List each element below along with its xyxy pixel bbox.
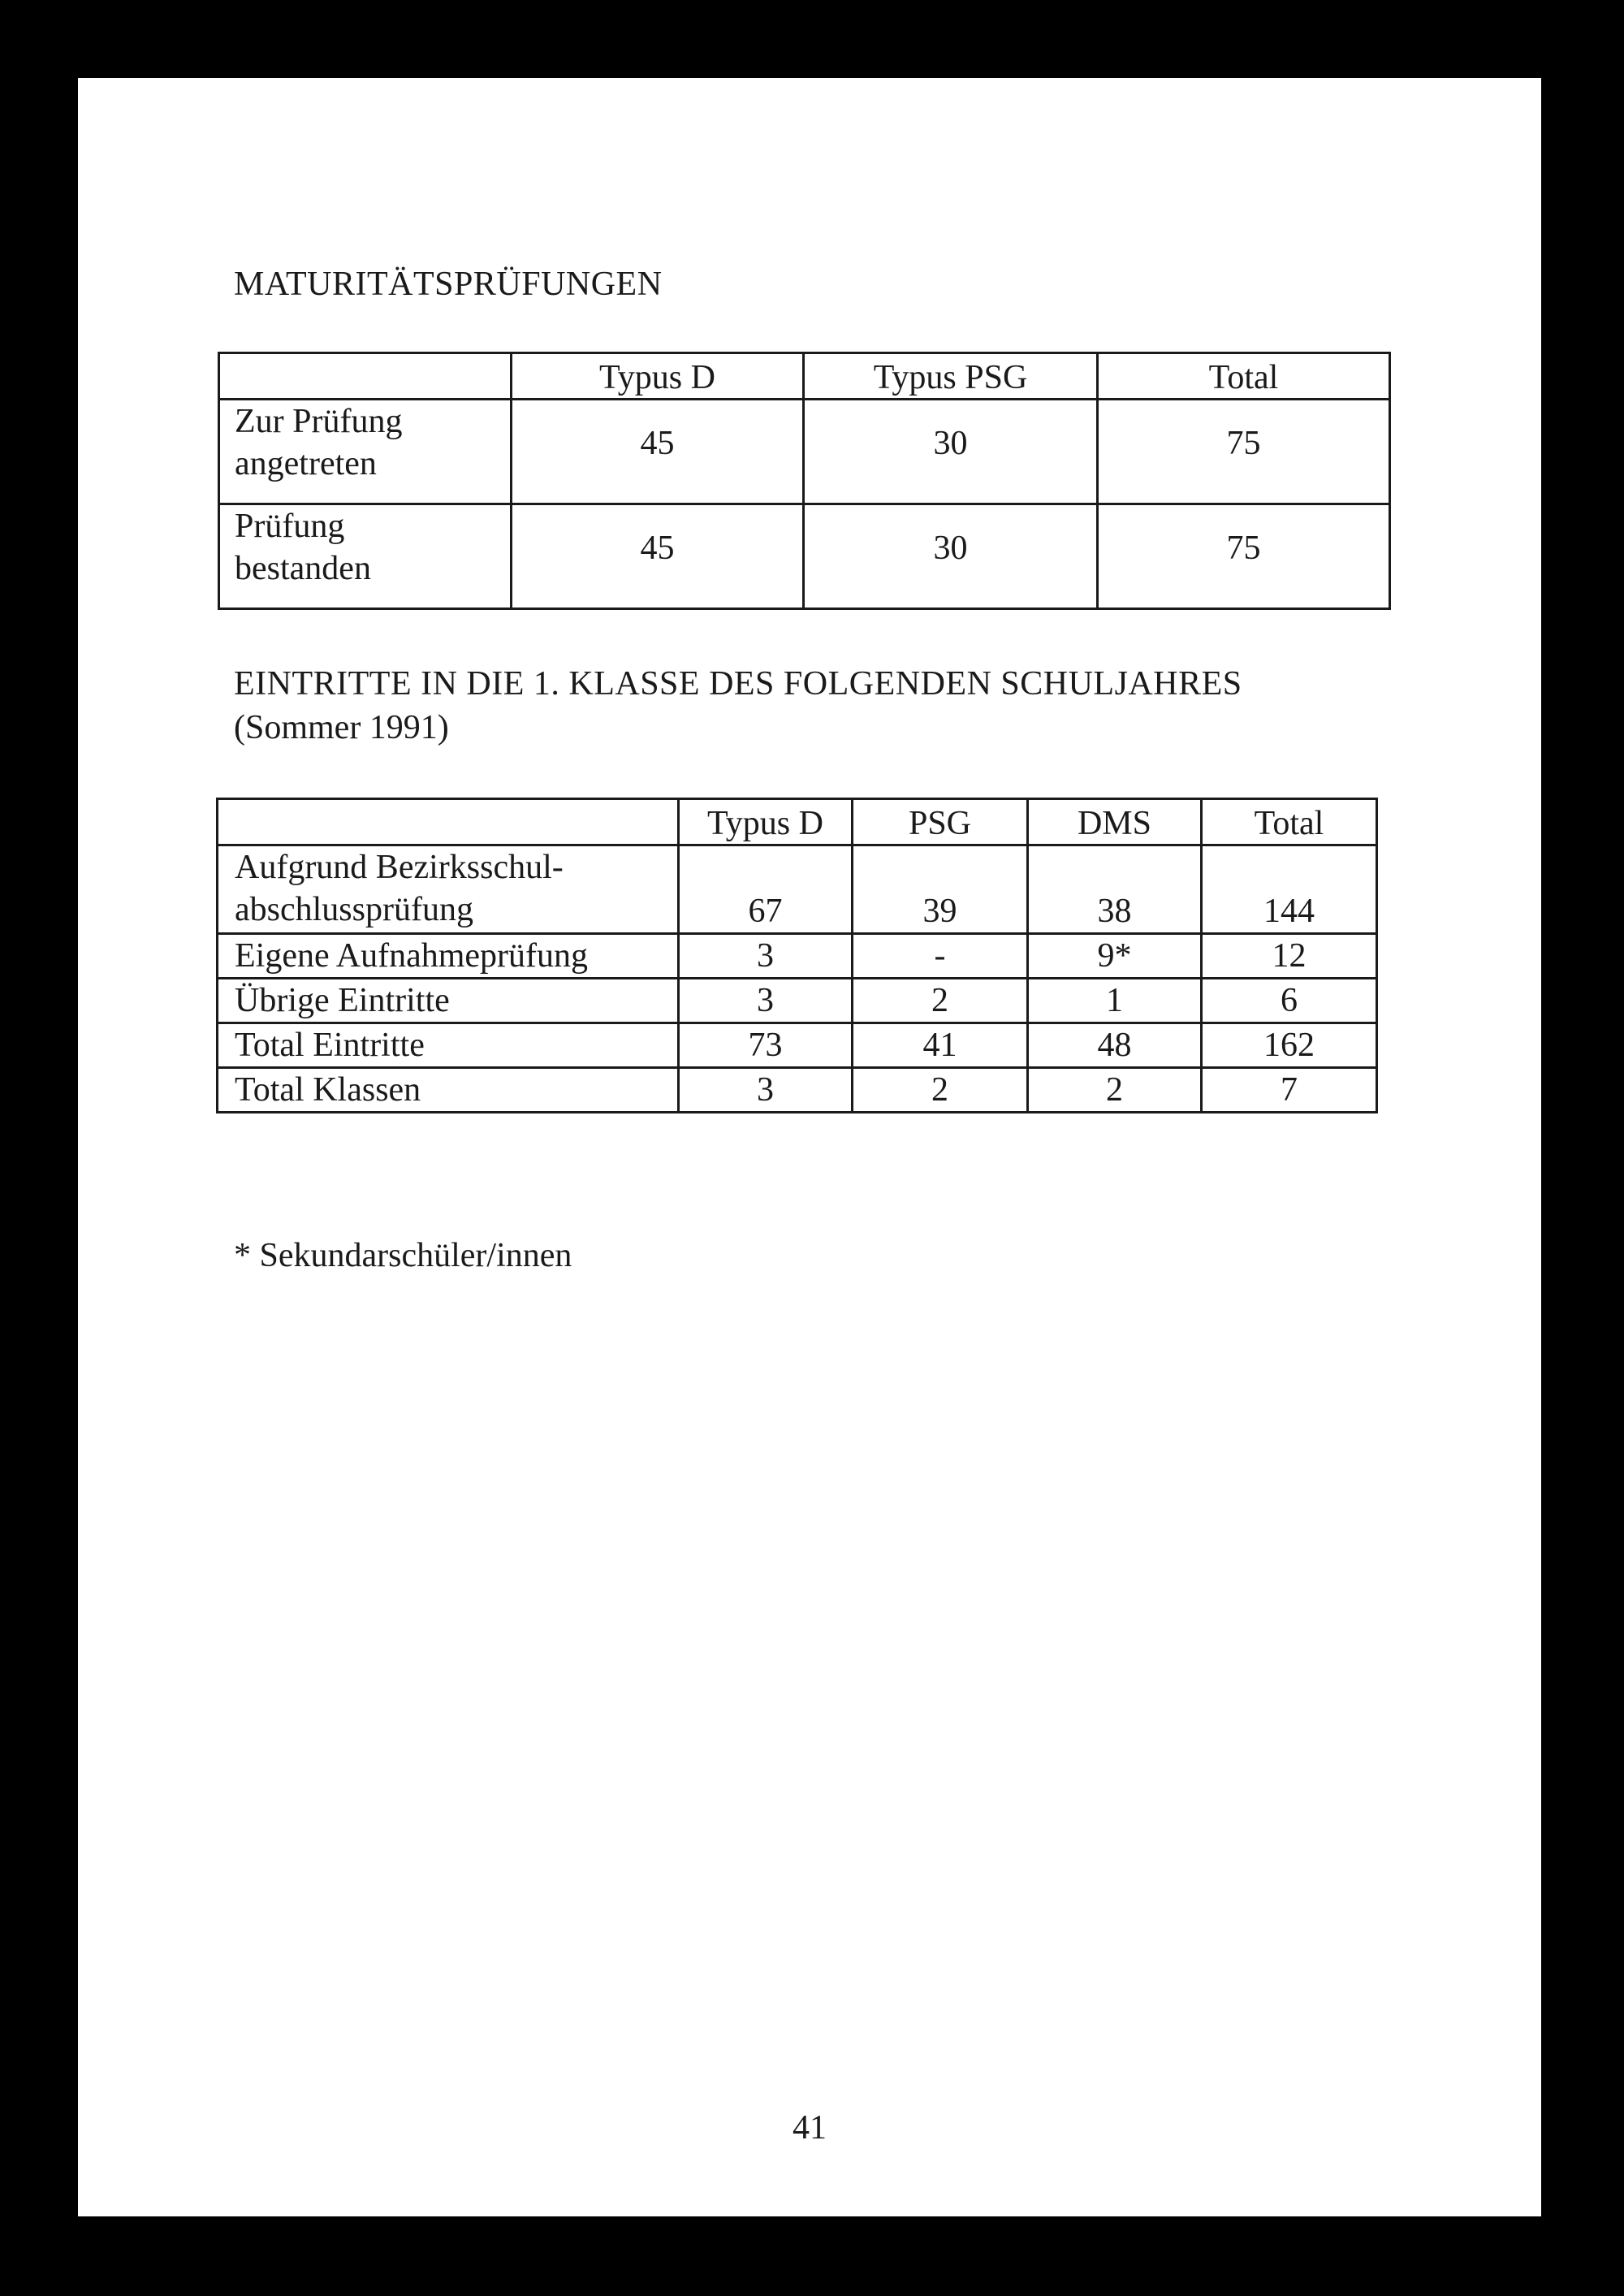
header-cell-empty: [219, 353, 512, 400]
value-cell: 38: [1028, 845, 1202, 934]
value-cell: 144: [1202, 845, 1377, 934]
section-title-eintritte: EINTRITTE IN DIE 1. KLASSE DES FOLGENDEN SCHULJAHRES: [234, 665, 1242, 703]
table-row: [219, 504, 1390, 609]
value-cell: 9*: [1028, 934, 1202, 979]
row-label: Zur Prüfung angetreten: [219, 400, 512, 504]
value-cell: 30: [804, 400, 1098, 504]
table-row: [218, 934, 1377, 979]
maturitaetspruefungen-table: [218, 352, 1391, 610]
footnote: * Sekundarschüler/innen: [234, 1237, 572, 1274]
header-cell-empty: [218, 799, 679, 845]
table-header-row: [219, 353, 1390, 400]
value-cell: 30: [804, 504, 1098, 609]
header-cell-psg: PSG: [853, 799, 1028, 845]
row-label: Total Eintritte: [218, 1023, 679, 1068]
value-cell: 39: [853, 845, 1028, 934]
value-cell: 75: [1098, 504, 1390, 609]
value-cell: -: [853, 934, 1028, 979]
table-row: [219, 400, 1390, 504]
value-cell: 12: [1202, 934, 1377, 979]
row-label: Aufgrund Bezirksschul- abschlussprüfung: [218, 845, 679, 934]
value-cell: 41: [853, 1023, 1028, 1068]
row-label: Total Klassen: [218, 1068, 679, 1113]
value-cell: 3: [679, 1068, 853, 1113]
value-cell: 3: [679, 979, 853, 1023]
value-cell: 2: [853, 1068, 1028, 1113]
header-cell-total: Total: [1202, 799, 1377, 845]
value-cell: 1: [1028, 979, 1202, 1023]
value-cell: 73: [679, 1023, 853, 1068]
value-cell: 7: [1202, 1068, 1377, 1113]
table-row: [218, 1023, 1377, 1068]
header-cell-typus-d: Typus D: [512, 353, 804, 400]
eintritte-table: [216, 798, 1378, 1113]
section-subtitle: (Sommer 1991): [234, 709, 449, 746]
header-cell-dms: DMS: [1028, 799, 1202, 845]
value-cell: 162: [1202, 1023, 1377, 1068]
value-cell: 45: [512, 400, 804, 504]
header-cell-typus-psg: Typus PSG: [804, 353, 1098, 400]
value-cell: 2: [853, 979, 1028, 1023]
table-row: [218, 1068, 1377, 1113]
value-cell: 3: [679, 934, 853, 979]
header-cell-total: Total: [1098, 353, 1390, 400]
table-row: [218, 845, 1377, 934]
value-cell: 67: [679, 845, 853, 934]
value-cell: 2: [1028, 1068, 1202, 1113]
value-cell: 6: [1202, 979, 1377, 1023]
row-label: Übrige Eintritte: [218, 979, 679, 1023]
row-label: Eigene Aufnahmeprüfung: [218, 934, 679, 979]
value-cell: 75: [1098, 400, 1390, 504]
page-number: 41: [793, 2109, 827, 2147]
section-title-maturitaetspruefungen: MATURITÄTSPRÜFUNGEN: [234, 266, 663, 303]
document-page: [78, 78, 1541, 2216]
value-cell: 48: [1028, 1023, 1202, 1068]
value-cell: 45: [512, 504, 804, 609]
row-label: Prüfung bestanden: [219, 504, 512, 609]
table-row: [218, 979, 1377, 1023]
header-cell-typus-d: Typus D: [679, 799, 853, 845]
table-header-row: [218, 799, 1377, 845]
